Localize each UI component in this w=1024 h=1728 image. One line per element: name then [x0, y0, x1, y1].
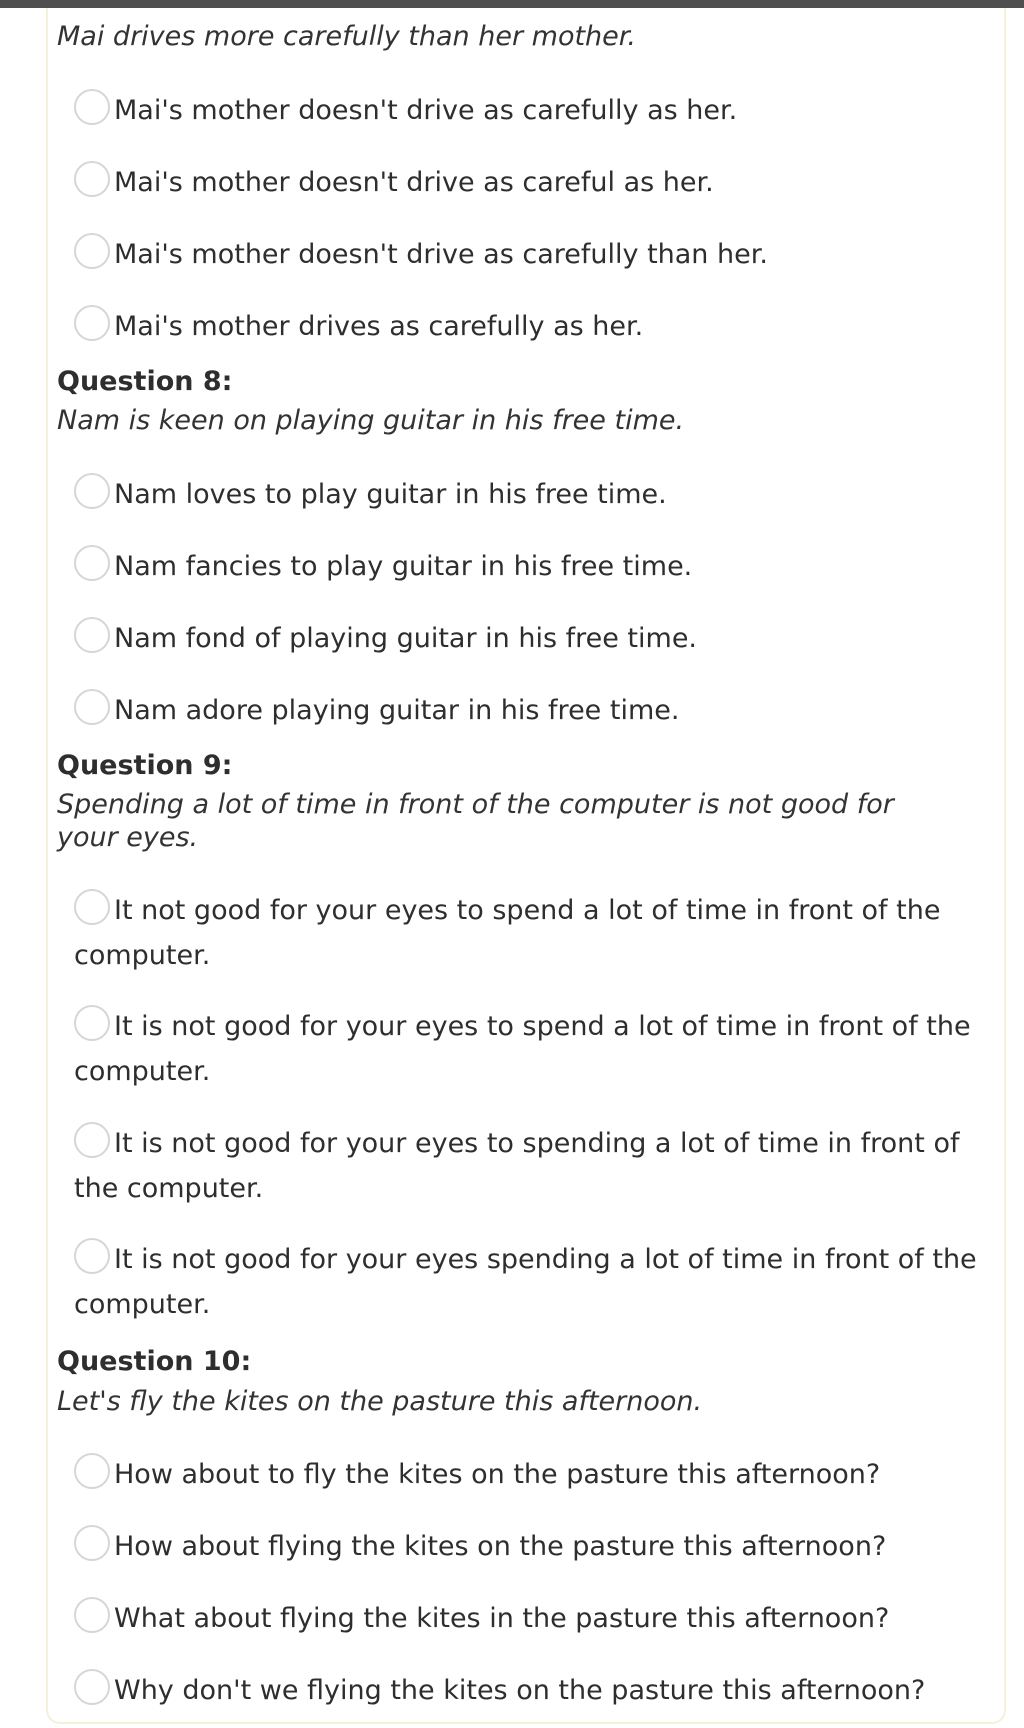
q7-option-2[interactable] — [74, 160, 994, 205]
q9-option-2[interactable] — [74, 1004, 994, 1094]
radio-button[interactable] — [74, 1005, 110, 1041]
radio-button[interactable] — [74, 617, 110, 653]
radio-button[interactable] — [74, 689, 110, 725]
question-8-prompt: Nam is keen on playing guitar in his free time. — [57, 405, 685, 436]
option-label: Nam fancies to play guitar in his free time. — [114, 551, 693, 582]
q10-option-2[interactable] — [74, 1524, 994, 1569]
option-label: Nam adore playing guitar in his free time. — [114, 695, 680, 726]
radio-button[interactable] — [74, 545, 110, 581]
question-7-prompt: Mai drives more carefully than her mother. — [57, 21, 636, 52]
radio-button[interactable] — [74, 1525, 110, 1561]
question-8-title: Question 8: — [57, 366, 233, 397]
radio-button[interactable] — [74, 1238, 110, 1274]
option-label: Mai's mother drives as carefully as her. — [114, 311, 644, 342]
option-label: Nam fond of playing guitar in his free time. — [114, 623, 698, 654]
option-label: Why don't we flying the kites on the pasture this afternoon? — [114, 1675, 926, 1706]
radio-button[interactable] — [74, 473, 110, 509]
radio-button[interactable] — [74, 89, 110, 125]
q8-option-3[interactable] — [74, 616, 994, 661]
question-9-prompt: Spending a lot of time in front of the computer is not good for your eyes. — [57, 789, 894, 853]
q7-option-3[interactable] — [74, 232, 994, 277]
option-label: How about to fly the kites on the pasture this afternoon? — [114, 1459, 881, 1490]
q10-option-1[interactable] — [74, 1452, 994, 1497]
q10-option-3[interactable] — [74, 1596, 994, 1641]
option-label: It not good for your eyes to spend a lot of time in front of the computer. — [74, 895, 941, 971]
q7-option-1[interactable] — [74, 88, 994, 133]
option-label: Nam loves to play guitar in his free time. — [114, 479, 667, 510]
q8-option-4[interactable] — [74, 688, 994, 733]
radio-button[interactable] — [74, 233, 110, 269]
option-label: How about flying the kites on the pasture this afternoon? — [114, 1531, 887, 1562]
radio-button[interactable] — [74, 1669, 110, 1705]
radio-button[interactable] — [74, 889, 110, 925]
q10-option-4[interactable] — [74, 1668, 994, 1713]
q8-option-2[interactable] — [74, 544, 994, 589]
q9-option-4[interactable] — [74, 1237, 994, 1327]
radio-button[interactable] — [74, 1122, 110, 1158]
option-label: It is not good for your eyes spending a lot of time in front of the computer. — [74, 1244, 977, 1320]
option-label: What about flying the kites in the pasture this afternoon? — [114, 1603, 890, 1634]
option-label: Mai's mother doesn't drive as careful as her. — [114, 167, 714, 198]
question-10-title: Question 10: — [57, 1346, 252, 1377]
top-bar — [0, 0, 1024, 8]
question-10-prompt: Let's fly the kites on the pasture this afternoon. — [57, 1386, 703, 1417]
question-9-title: Question 9: — [57, 750, 233, 781]
option-label: Mai's mother doesn't drive as carefully as her. — [114, 95, 738, 126]
option-label: Mai's mother doesn't drive as carefully than her. — [114, 239, 768, 270]
radio-button[interactable] — [74, 161, 110, 197]
q9-option-3[interactable] — [74, 1121, 994, 1211]
option-label: It is not good for your eyes to spending a lot of time in front of the computer. — [74, 1128, 960, 1204]
radio-button[interactable] — [74, 305, 110, 341]
option-label: It is not good for your eyes to spend a lot of time in front of the computer. — [74, 1011, 971, 1087]
radio-button[interactable] — [74, 1597, 110, 1633]
q9-option-1[interactable] — [74, 888, 994, 978]
radio-button[interactable] — [74, 1453, 110, 1489]
q7-option-4[interactable] — [74, 304, 994, 349]
q8-option-1[interactable] — [74, 472, 994, 517]
